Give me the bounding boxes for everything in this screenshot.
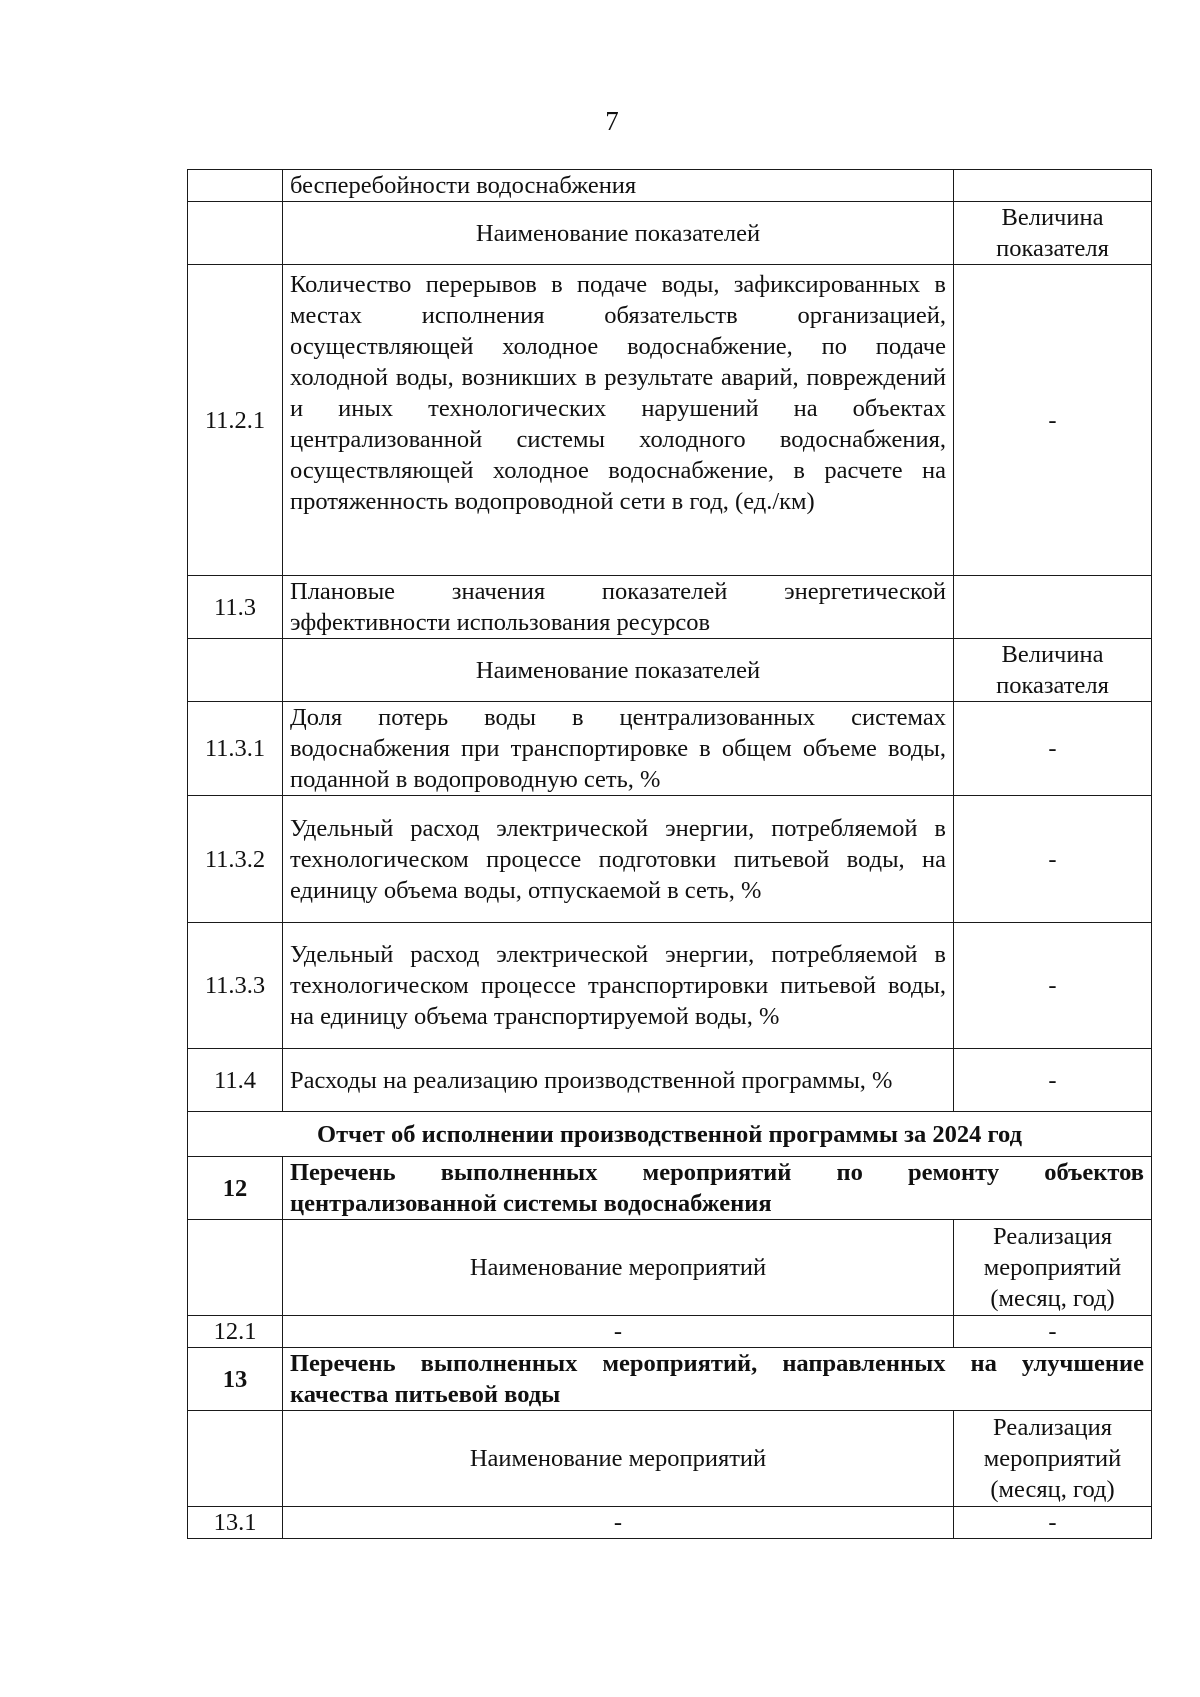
row-text-cell: Плановые значения показателей энергетической эффективности использования ресурсов [283, 576, 954, 639]
table-row [188, 1112, 1152, 1157]
column-header-value: Величина показателя [954, 639, 1152, 702]
column-header-name: Наименование показателей [283, 639, 954, 702]
row-number-cell [188, 1411, 283, 1507]
table-header-row [188, 1411, 1152, 1507]
row-text-cell: бесперебойности водоснабжения [283, 170, 954, 202]
table-row [188, 702, 1152, 796]
row-number-cell: 12 [188, 1157, 283, 1220]
row-number-cell [188, 170, 283, 202]
table-row [188, 796, 1152, 923]
table-row [188, 1157, 1152, 1220]
row-text-cell: Доля потерь воды в централизованных системах водоснабжения при транспортировке в общем объеме воды, поданной в водопроводную сеть, % [283, 702, 954, 796]
row-number-cell: 13 [188, 1348, 283, 1411]
row-number-cell: 13.1 [188, 1507, 283, 1539]
section-heading-cell: Перечень выполненных мероприятий по ремонту объектов централизованной системы водоснабжения [283, 1157, 1152, 1220]
row-value-cell: - [954, 1507, 1152, 1539]
row-text-cell: Удельный расход электрической энергии, потребляемой в технологическом процессе транспортировки питьевой воды, на единицу объема транспортируемой воды, % [283, 923, 954, 1049]
row-value-cell [954, 170, 1152, 202]
row-value-cell: - [954, 1049, 1152, 1112]
report-section-title: Отчет об исполнении производственной программы за 2024 год [188, 1112, 1152, 1157]
row-number-cell [188, 639, 283, 702]
table-row [188, 1049, 1152, 1112]
table-header-row [188, 202, 1152, 265]
row-value-cell: - [954, 796, 1152, 923]
table-row [188, 923, 1152, 1049]
row-number-cell: 11.2.1 [188, 265, 283, 576]
table-row [188, 576, 1152, 639]
row-text-cell: Расходы на реализацию производственной программы, % [283, 1049, 954, 1112]
row-number-cell: 11.3.1 [188, 702, 283, 796]
row-number-cell: 11.4 [188, 1049, 283, 1112]
column-header-name: Наименование мероприятий [283, 1411, 954, 1507]
column-header-value: Реализация мероприятий (месяц, год) [954, 1220, 1152, 1316]
table-header-row [188, 1220, 1152, 1316]
row-value-cell [954, 576, 1152, 639]
table-header-row [188, 639, 1152, 702]
row-number-cell [188, 1220, 283, 1316]
table-row [188, 1348, 1152, 1411]
row-value-cell: - [954, 265, 1152, 576]
indicators-table [187, 169, 1152, 1539]
row-number-cell [188, 202, 283, 265]
row-text-cell: Количество перерывов в подаче воды, зафиксированных в местах исполнения обязательств организацией, осуществляющей холодное водоснабжение, по подаче холодной воды, возникших в результате аварий, повреждений и иных технологических нарушений на объектах централизованной системы холодного водоснабжения, осуществляющей холодное водоснабжение, в расчете на протяженность водопроводной сети в год, (ед./км) [283, 265, 954, 576]
page-number: 7 [605, 106, 619, 136]
row-value-cell: - [954, 923, 1152, 1049]
row-value-cell: - [954, 702, 1152, 796]
column-header-value: Величина показателя [954, 202, 1152, 265]
row-number-cell: 11.3 [188, 576, 283, 639]
column-header-name: Наименование мероприятий [283, 1220, 954, 1316]
row-value-cell: - [954, 1316, 1152, 1348]
row-text-cell: - [283, 1507, 954, 1539]
table-row [188, 1507, 1152, 1539]
section-heading-cell: Перечень выполненных мероприятий, направленных на улучшение качества питьевой воды [283, 1348, 1152, 1411]
row-number-cell: 11.3.3 [188, 923, 283, 1049]
column-header-value: Реализация мероприятий (месяц, год) [954, 1411, 1152, 1507]
table-row [188, 170, 1152, 202]
column-header-name: Наименование показателей [283, 202, 954, 265]
table-row [188, 1316, 1152, 1348]
table-row [188, 265, 1152, 576]
row-text-cell: Удельный расход электрической энергии, потребляемой в технологическом процессе подготовки питьевой воды, на единицу объема воды, отпускаемой в сеть, % [283, 796, 954, 923]
row-number-cell: 11.3.2 [188, 796, 283, 923]
row-number-cell: 12.1 [188, 1316, 283, 1348]
row-text-cell: - [283, 1316, 954, 1348]
